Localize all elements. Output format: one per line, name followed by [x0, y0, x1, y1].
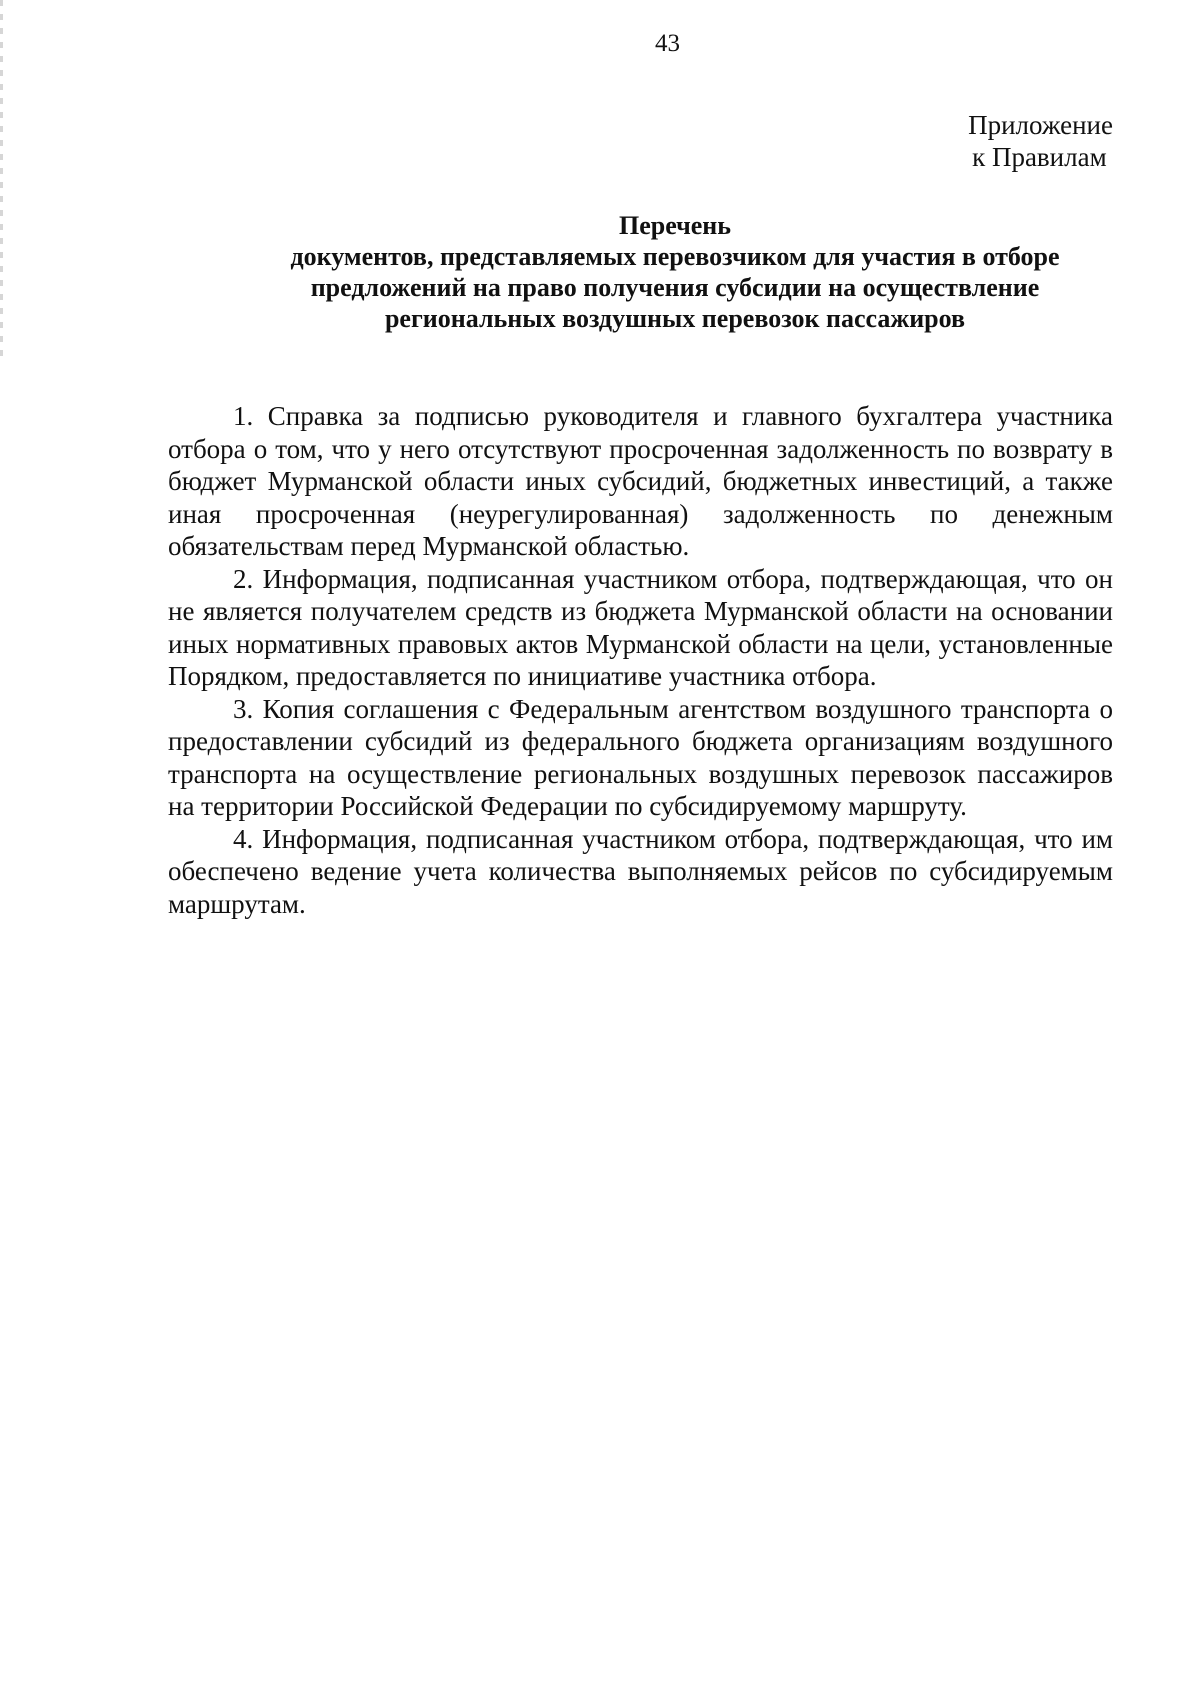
list-item-1: 1. Справка за подписью руководителя и главного бухгалтера участника отбора о том, что у него отсутствуют просроченная задолженность по возврату в бюджет Мурманской области иных субсидий, бюджетных инвестиций, а также иная просроченная (неурегулированная) задолженность по денежным обязательствам перед Мурманской областью.	[168, 401, 1113, 561]
appendix-line-2: к Правилам	[972, 142, 1107, 172]
title-line-1: Перечень	[618, 211, 732, 240]
list-item-4: 4. Информация, подписанная участником отбора, подтверждающая, что им обеспечено ведение учета количества выполняемых рейсов по субсидируемым маршрутам.	[168, 823, 1113, 919]
page-number: 43	[655, 30, 680, 57]
appendix-line-1: Приложение	[968, 110, 1113, 140]
list-item-2: 2. Информация, подписанная участником отбора, подтверждающая, что он не является получателем средств из бюджета Мурманской области на основании иных нормативных правовых актов Мурманской области на цели, установленные Порядком, предоставляется по инициативе участника отбора.	[168, 563, 1113, 691]
title-line-3: предложений на право получения субсидии на осуществление	[310, 273, 1040, 302]
list-item-3: 3. Копия соглашения с Федеральным агентством воздушного транспорта о предоставлении субсидий из федерального бюджета организациям воздушного транспорта на осуществление региональных воздушных перевозок пассажиров на территории Российской Федерации по субсидируемому маршруту.	[168, 693, 1113, 821]
title-line-4: региональных воздушных перевозок пассажиров	[384, 304, 966, 333]
title-line-2: документов, представляемых перевозчиком для участия в отборе	[290, 242, 1060, 271]
document-body	[168, 400, 1113, 920]
appendix-note	[968, 109, 1113, 173]
document-title	[230, 210, 1120, 334]
